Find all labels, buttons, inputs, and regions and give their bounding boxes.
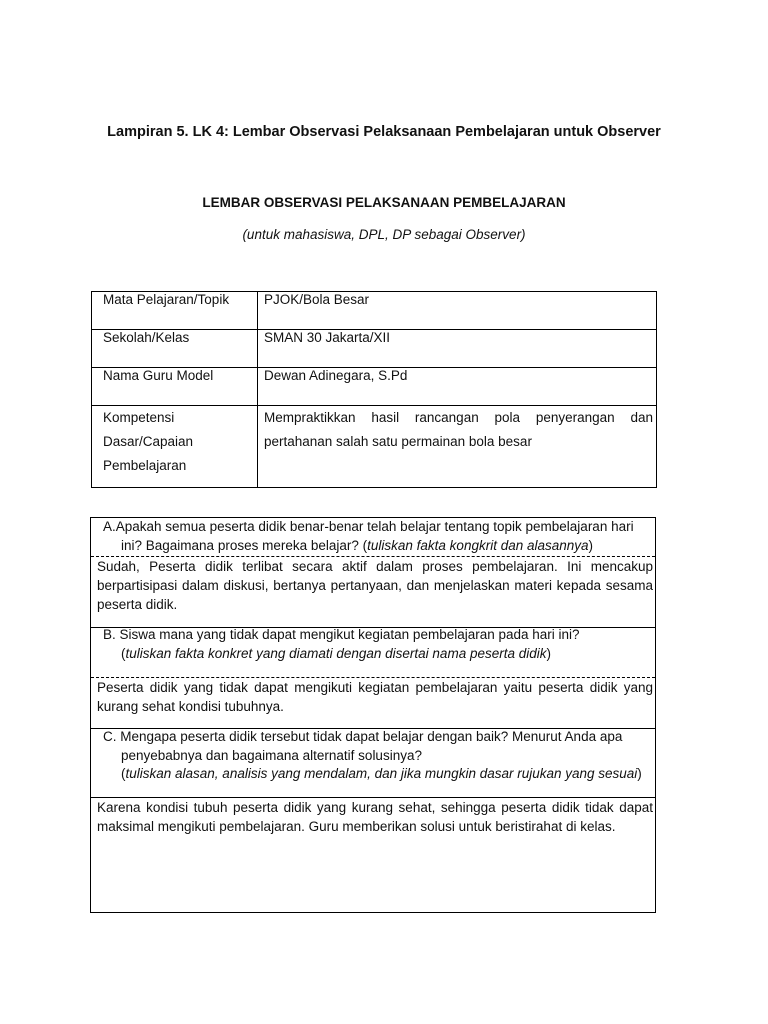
- info-row-teacher: [92, 368, 657, 406]
- question-a-text: ini? Bagaimana proses mereka belajar? (: [121, 537, 368, 553]
- question-b: [103, 626, 651, 663]
- answer-b-line: Peserta didik yang tidak dapat mengikuti kegiatan pembelajaran yaitu peserta didik yang: [97, 680, 653, 695]
- appendix-heading: Lampiran 5. LK 4: Lembar Observasi Pelaksanaan Pembelajaran untuk Observer: [107, 124, 661, 140]
- form-title: LEMBAR OBSERVASI PELAKSANAAN PEMBELAJARAN: [202, 195, 566, 210]
- question-b-line: [103, 645, 651, 664]
- question-b-hint: tuliskan fakta konkret yang diamati dengan disertai nama peserta didik: [125, 645, 547, 661]
- info-row-subject: [92, 292, 657, 330]
- question-b-line: B. Siswa mana yang tidak dapat mengikut kegiatan pembelajaran pada hari ini?: [103, 627, 580, 642]
- question-c-hint: tuliskan alasan, analisis yang mendalam, dan jika mungkin dasar rujukan yang sesuai: [125, 766, 638, 781]
- question-a-line: A.Apakah semua peserta didik benar-benar telah belajar tentang topik pembelajaran hari: [103, 519, 634, 534]
- info-label-line: Pembelajaran: [103, 458, 187, 473]
- info-label: Nama Guru Model: [92, 368, 258, 406]
- answer-a-line: Sudah, Peserta didik terlibat secara aktif dalam proses pembelajaran. Ini mencakup: [97, 559, 653, 574]
- info-value: Dewan Adinegara, S.Pd: [258, 368, 657, 406]
- question-b-open: (: [121, 645, 126, 661]
- info-row-competency: [92, 406, 657, 488]
- info-value-line: pertahanan salah satu permainan bola besar: [264, 434, 532, 449]
- answer-a-line: peserta didik.: [97, 597, 178, 612]
- question-c-line: penyebabnya dan bagaimana alternatif solusinya?: [121, 747, 422, 763]
- info-value-competency: [258, 406, 657, 488]
- question-c-close: ): [637, 766, 642, 781]
- answer-b-line: kurang sehat kondisi tubuhnya.: [97, 699, 284, 714]
- question-a-close: ): [588, 537, 594, 553]
- answer-b: [97, 678, 653, 716]
- info-label-line: Dasar/Capaian: [103, 434, 194, 449]
- answer-a-line: berpartisipasi dalam diskusi, bertanya pertanyaan, dan menjelaskan materi kepada sesama: [97, 578, 653, 593]
- info-value: SMAN 30 Jakarta/XII: [258, 330, 657, 368]
- info-value-line: Mempraktikkan hasil rancangan pola penyerangan dan: [264, 410, 653, 425]
- info-table: [91, 291, 657, 488]
- info-label-line: Kompetensi: [103, 410, 175, 425]
- answer-c-line: Karena kondisi tubuh peserta didik yang kurang sehat, sehingga peserta didik tidak dapat: [97, 800, 653, 815]
- question-a: [103, 518, 651, 555]
- observation-questions-box: [90, 517, 656, 913]
- info-row-school: [92, 330, 657, 368]
- question-c-line: [103, 765, 651, 784]
- question-c-line: C. Mengapa peserta didik tersebut tidak dapat belajar dengan baik? Menurut Anda apa: [103, 729, 623, 744]
- info-value: PJOK/Bola Besar: [258, 292, 657, 330]
- info-label: Mata Pelajaran/Topik: [92, 292, 258, 330]
- question-c-open: (: [121, 766, 126, 781]
- question-b-close: ): [546, 645, 551, 661]
- question-a-hint: tuliskan fakta kongkrit dan alasannya: [367, 537, 589, 553]
- question-c: [103, 728, 651, 784]
- info-label-competency: [92, 406, 258, 488]
- question-a-line: [103, 537, 651, 556]
- info-label: Sekolah/Kelas: [92, 330, 258, 368]
- answer-c-line: maksimal mengikuti pembelajaran. Guru memberikan solusi untuk beristirahat di kelas.: [97, 819, 616, 834]
- answer-c: [97, 798, 653, 836]
- answer-a: [97, 557, 653, 614]
- form-subtitle: (untuk mahasiswa, DPL, DP sebagai Observer): [242, 227, 526, 242]
